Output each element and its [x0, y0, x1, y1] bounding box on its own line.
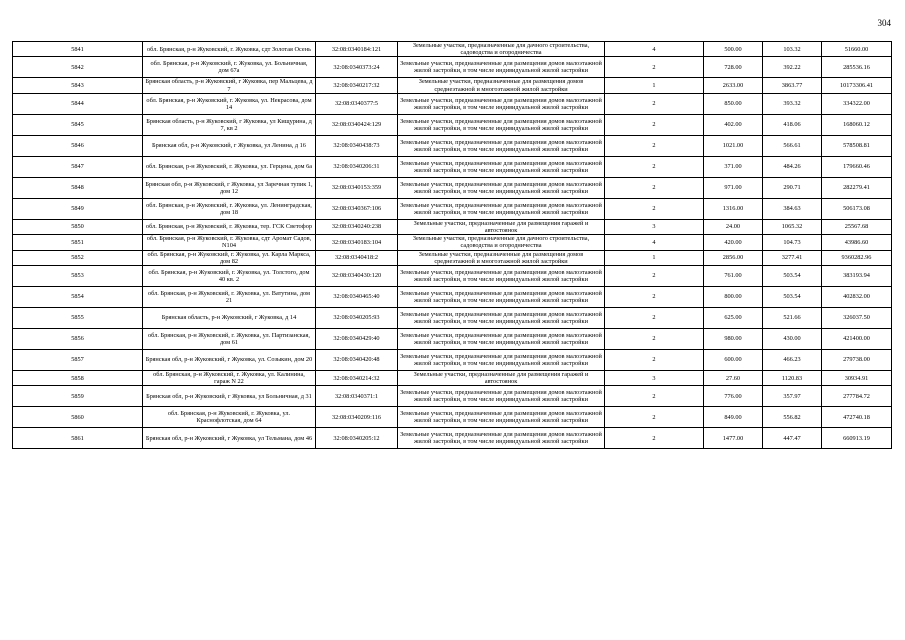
table-row — [13, 219, 892, 234]
row-number: 5856 — [13, 329, 143, 350]
unit-value: 393.32 — [763, 93, 822, 114]
land-usage-type: Земельные участки, предназначенные для дачного строительства, садоводства и огородничества — [398, 42, 605, 57]
land-address: обл. Брянская, р-н Жуковский, г. Жуковка, ул. Некрасова, дом 14 — [143, 93, 316, 114]
table-row — [13, 135, 892, 156]
table-row — [13, 371, 892, 386]
row-number: 5852 — [13, 250, 143, 265]
land-area: 2856.00 — [704, 250, 763, 265]
table-row — [13, 329, 892, 350]
row-number: 5860 — [13, 407, 143, 428]
land-address: обл. Брянская, р-н Жуковский, г. Жуковка, сдт Аромат Садов, N104 — [143, 235, 316, 250]
cadastral-value: 578508.81 — [822, 135, 892, 156]
row-number: 5851 — [13, 235, 143, 250]
usage-group: 3 — [605, 371, 704, 386]
cadastral-value: 472740.18 — [822, 407, 892, 428]
land-address: обл. Брянская, р-н Жуковский, г. Жуковка, ул. Краснофлотская, дом 64 — [143, 407, 316, 428]
row-number: 5850 — [13, 219, 143, 234]
unit-value: 3277.41 — [763, 250, 822, 265]
land-area: 500.00 — [704, 42, 763, 57]
table-row — [13, 42, 892, 57]
unit-value: 357.97 — [763, 386, 822, 407]
usage-group: 2 — [605, 135, 704, 156]
land-address: обл. Брянская, р-н Жуковский, г. Жуковка, сдт Золотая Осень — [143, 42, 316, 57]
usage-group: 2 — [605, 198, 704, 219]
cadastral-number: 32:08:0340373:24 — [316, 57, 398, 78]
land-address: Брянская область, р-н Жуковский, г Жуковка, д 14 — [143, 308, 316, 329]
table-row — [13, 235, 892, 250]
cadastral-value: 51660.00 — [822, 42, 892, 57]
row-number: 5858 — [13, 371, 143, 386]
usage-group: 2 — [605, 428, 704, 449]
land-area: 980.00 — [704, 329, 763, 350]
land-usage-type: Земельные участки, предназначенные для размещения домов малоэтажной жилой застройки, в том числе индивидуальной жилой застройки — [398, 135, 605, 156]
land-area: 1021.00 — [704, 135, 763, 156]
land-address: обл. Брянская, р-н Жуковский, г. Жуковка, ул. Больничная, дом 67а — [143, 57, 316, 78]
row-number: 5846 — [13, 135, 143, 156]
usage-group: 2 — [605, 177, 704, 198]
unit-value: 466.23 — [763, 350, 822, 371]
cadastral-number: 32:08:0340205:93 — [316, 308, 398, 329]
land-address: Брянская обл, р-н Жуковский, г Жуковка, ул Заречная тупик 1, дом 12 — [143, 177, 316, 198]
land-usage-type: Земельные участки, предназначенные для дачного строительства, садоводства и огородничества — [398, 235, 605, 250]
cadastral-value: 326037.50 — [822, 308, 892, 329]
usage-group: 2 — [605, 350, 704, 371]
unit-value: 1120.83 — [763, 371, 822, 386]
cadastral-value: 279738.00 — [822, 350, 892, 371]
usage-group: 2 — [605, 407, 704, 428]
table-row — [13, 177, 892, 198]
row-number: 5841 — [13, 42, 143, 57]
cadastral-value: 277784.72 — [822, 386, 892, 407]
land-address: обл. Брянская, р-н Жуковский, г. Жуковка, ул. Ватутина, дом 21 — [143, 287, 316, 308]
cadastral-number: 32:08:0340184:121 — [316, 42, 398, 57]
cadastral-value: 660913.19 — [822, 428, 892, 449]
land-usage-type: Земельные участки, предназначенные для размещения домов малоэтажной жилой застройки, в том числе индивидуальной жилой застройки — [398, 266, 605, 287]
row-number: 5859 — [13, 386, 143, 407]
land-area: 971.00 — [704, 177, 763, 198]
cadastral-value: 285536.16 — [822, 57, 892, 78]
land-area: 850.00 — [704, 93, 763, 114]
usage-group: 2 — [605, 329, 704, 350]
cadastral-number: 32:08:0340153:359 — [316, 177, 398, 198]
cadastral-number: 32:08:0340214:32 — [316, 371, 398, 386]
usage-group: 4 — [605, 235, 704, 250]
cadastral-value: 43986.60 — [822, 235, 892, 250]
land-usage-type: Земельные участки, предназначенные для размещения домов малоэтажной жилой застройки, в том числе индивидуальной жилой застройки — [398, 308, 605, 329]
land-address: Брянская обл, р-н Жуковский, г Жуковка, ул. Созыкин, дом 20 — [143, 350, 316, 371]
cadastral-number: 32:08:0340205:12 — [316, 428, 398, 449]
row-number: 5857 — [13, 350, 143, 371]
table-row — [13, 114, 892, 135]
cadastral-number: 32:08:0340209:116 — [316, 407, 398, 428]
land-usage-type: Земельные участки, предназначенные для размещения домов малоэтажной жилой застройки, в том числе индивидуальной жилой застройки — [398, 177, 605, 198]
land-address: обл. Брянская, р-н Жуковский, г. Жуковка, ул. Карла Маркса, дом 82 — [143, 250, 316, 265]
land-usage-type: Земельные участки, предназначенные для размещения гаражей и автостоянок — [398, 219, 605, 234]
cadastral-number: 32:08:0340429:40 — [316, 329, 398, 350]
land-address: обл. Брянская, р-н Жуковский, г. Жуковка, ул. Толстого, дом 40 кв. 2 — [143, 266, 316, 287]
land-area: 776.00 — [704, 386, 763, 407]
table-row — [13, 350, 892, 371]
table-row — [13, 308, 892, 329]
land-area: 27.60 — [704, 371, 763, 386]
land-area: 761.00 — [704, 266, 763, 287]
land-area: 402.00 — [704, 114, 763, 135]
unit-value: 430.00 — [763, 329, 822, 350]
land-area: 800.00 — [704, 287, 763, 308]
land-usage-type: Земельные участки, предназначенные для размещения домов малоэтажной жилой застройки, в том числе индивидуальной жилой застройки — [398, 350, 605, 371]
cadastral-number: 32:08:0340430:120 — [316, 266, 398, 287]
land-usage-type: Земельные участки, предназначенные для размещения домов малоэтажной жилой застройки, в том числе индивидуальной жилой застройки — [398, 329, 605, 350]
land-address: Брянская область, р-н Жуковский, г Жуковка, пер Мальцева, д 7 — [143, 78, 316, 93]
unit-value: 503.54 — [763, 287, 822, 308]
land-address: обл. Брянская, р-н Жуковский, г. Жуковка, ул. Калинина, гараж N 22 — [143, 371, 316, 386]
row-number: 5843 — [13, 78, 143, 93]
table-row — [13, 266, 892, 287]
table-row — [13, 93, 892, 114]
table-row — [13, 78, 892, 93]
usage-group: 2 — [605, 266, 704, 287]
cadastral-value-table — [12, 41, 892, 449]
land-usage-type: Земельные участки, предназначенные для размещения домов малоэтажной жилой застройки, в том числе индивидуальной жилой застройки — [398, 407, 605, 428]
cadastral-value: 402832.00 — [822, 287, 892, 308]
table-row — [13, 287, 892, 308]
cadastral-number: 32:08:0340371:1 — [316, 386, 398, 407]
unit-value: 556.82 — [763, 407, 822, 428]
unit-value: 447.47 — [763, 428, 822, 449]
land-area: 24.00 — [704, 219, 763, 234]
usage-group: 2 — [605, 93, 704, 114]
land-area: 849.00 — [704, 407, 763, 428]
land-address: обл. Брянская, р-н Жуковский, г. Жуковка, тер. ГСК Светофор — [143, 219, 316, 234]
table-row — [13, 198, 892, 219]
usage-group: 4 — [605, 42, 704, 57]
row-number: 5847 — [13, 156, 143, 177]
cadastral-value: 179660.46 — [822, 156, 892, 177]
cadastral-value: 506173.08 — [822, 198, 892, 219]
cadastral-value: 9360282.96 — [822, 250, 892, 265]
cadastral-number: 32:08:0340424:129 — [316, 114, 398, 135]
usage-group: 3 — [605, 219, 704, 234]
cadastral-value: 30934.91 — [822, 371, 892, 386]
unit-value: 418.06 — [763, 114, 822, 135]
land-address: обл. Брянская, р-н Жуковский, г. Жуковка, ул. Партизанская, дом 61 — [143, 329, 316, 350]
unit-value: 392.22 — [763, 57, 822, 78]
usage-group: 2 — [605, 386, 704, 407]
land-address: Брянская обл, р-н Жуковский, г Жуковка, ул Тельмана, дом 46 — [143, 428, 316, 449]
cadastral-number: 32:08:0340367:106 — [316, 198, 398, 219]
land-area: 1316.00 — [704, 198, 763, 219]
unit-value: 503.54 — [763, 266, 822, 287]
cadastral-number: 32:08:0340377:5 — [316, 93, 398, 114]
cadastral-value: 282279.41 — [822, 177, 892, 198]
row-number: 5842 — [13, 57, 143, 78]
cadastral-number: 32:08:0340206:31 — [316, 156, 398, 177]
land-usage-type: Земельные участки, предназначенные для размещения домов среднеэтажной и многоэтажной жилой застройки — [398, 78, 605, 93]
land-usage-type: Земельные участки, предназначенные для размещения гаражей и автостоянок — [398, 371, 605, 386]
cadastral-value: 383193.94 — [822, 266, 892, 287]
unit-value: 521.66 — [763, 308, 822, 329]
table-row — [13, 386, 892, 407]
cadastral-number: 32:08:0340217:32 — [316, 78, 398, 93]
unit-value: 104.73 — [763, 235, 822, 250]
cadastral-value: 25567.68 — [822, 219, 892, 234]
land-usage-type: Земельные участки, предназначенные для размещения домов малоэтажной жилой застройки, в том числе индивидуальной жилой застройки — [398, 93, 605, 114]
row-number: 5844 — [13, 93, 143, 114]
land-usage-type: Земельные участки, предназначенные для размещения домов малоэтажной жилой застройки, в том числе индивидуальной жилой застройки — [398, 198, 605, 219]
row-number: 5853 — [13, 266, 143, 287]
table-row — [13, 57, 892, 78]
page-number: 304 — [877, 18, 891, 28]
land-usage-type: Земельные участки, предназначенные для размещения домов малоэтажной жилой застройки, в том числе индивидуальной жилой застройки — [398, 156, 605, 177]
cadastral-number: 32:08:0340438:73 — [316, 135, 398, 156]
land-address: Брянская обл, р-н Жуковский, г Жуковка, ул Больничная, д 31 — [143, 386, 316, 407]
land-usage-type: Земельные участки, предназначенные для размещения домов малоэтажной жилой застройки, в том числе индивидуальной жилой застройки — [398, 57, 605, 78]
cadastral-value: 421400.00 — [822, 329, 892, 350]
land-address: Брянская область, р-н Жуковский, г Жуковка, ул Кищурина, д 7, кв 2 — [143, 114, 316, 135]
unit-value: 1065.32 — [763, 219, 822, 234]
land-usage-type: Земельные участки, предназначенные для размещения домов малоэтажной жилой застройки, в том числе индивидуальной жилой застройки — [398, 114, 605, 135]
cadastral-number: 32:08:0340420:48 — [316, 350, 398, 371]
usage-group: 2 — [605, 156, 704, 177]
land-area: 1477.00 — [704, 428, 763, 449]
cadastral-number: 32:08:0340240:238 — [316, 219, 398, 234]
cadastral-value: 168060.12 — [822, 114, 892, 135]
row-number: 5855 — [13, 308, 143, 329]
usage-group: 1 — [605, 250, 704, 265]
row-number: 5848 — [13, 177, 143, 198]
land-area: 2633.00 — [704, 78, 763, 93]
unit-value: 103.32 — [763, 42, 822, 57]
cadastral-number: 32:08:0340418:2 — [316, 250, 398, 265]
usage-group: 2 — [605, 114, 704, 135]
cadastral-number: 32:08:0340465:40 — [316, 287, 398, 308]
cadastral-value: 10173306.41 — [822, 78, 892, 93]
usage-group: 1 — [605, 78, 704, 93]
unit-value: 566.61 — [763, 135, 822, 156]
land-address: обл. Брянская, р-н Жуковский, г. Жуковка, ул. Ленинградская, дом 18 — [143, 198, 316, 219]
land-usage-type: Земельные участки, предназначенные для размещения домов малоэтажной жилой застройки, в том числе индивидуальной жилой застройки — [398, 428, 605, 449]
row-number: 5854 — [13, 287, 143, 308]
land-usage-type: Земельные участки, предназначенные для размещения домов малоэтажной жилой застройки, в том числе индивидуальной жилой застройки — [398, 287, 605, 308]
row-number: 5861 — [13, 428, 143, 449]
table-row — [13, 156, 892, 177]
unit-value: 3863.77 — [763, 78, 822, 93]
land-usage-type: Земельные участки, предназначенные для размещения домов малоэтажной жилой застройки, в том числе индивидуальной жилой застройки — [398, 386, 605, 407]
land-area: 600.00 — [704, 350, 763, 371]
unit-value: 484.26 — [763, 156, 822, 177]
usage-group: 2 — [605, 308, 704, 329]
row-number: 5845 — [13, 114, 143, 135]
row-number: 5849 — [13, 198, 143, 219]
table-row — [13, 428, 892, 449]
unit-value: 384.63 — [763, 198, 822, 219]
land-address: Брянская обл, р-н Жуковский, г Жуковка, ул Ленина, д 16 — [143, 135, 316, 156]
cadastral-number: 32:08:0340183:104 — [316, 235, 398, 250]
usage-group: 2 — [605, 57, 704, 78]
land-area: 371.00 — [704, 156, 763, 177]
usage-group: 2 — [605, 287, 704, 308]
land-area: 420.00 — [704, 235, 763, 250]
land-usage-type: Земельные участки, предназначенные для размещения домов среднеэтажной и многоэтажной жилой застройки — [398, 250, 605, 265]
land-area: 625.00 — [704, 308, 763, 329]
table-row — [13, 407, 892, 428]
cadastral-value: 334322.00 — [822, 93, 892, 114]
land-address: обл. Брянская, р-н Жуковский, г. Жуковка, ул. Герцена, дом 6а — [143, 156, 316, 177]
land-area: 728.00 — [704, 57, 763, 78]
unit-value: 290.71 — [763, 177, 822, 198]
table-row — [13, 250, 892, 265]
